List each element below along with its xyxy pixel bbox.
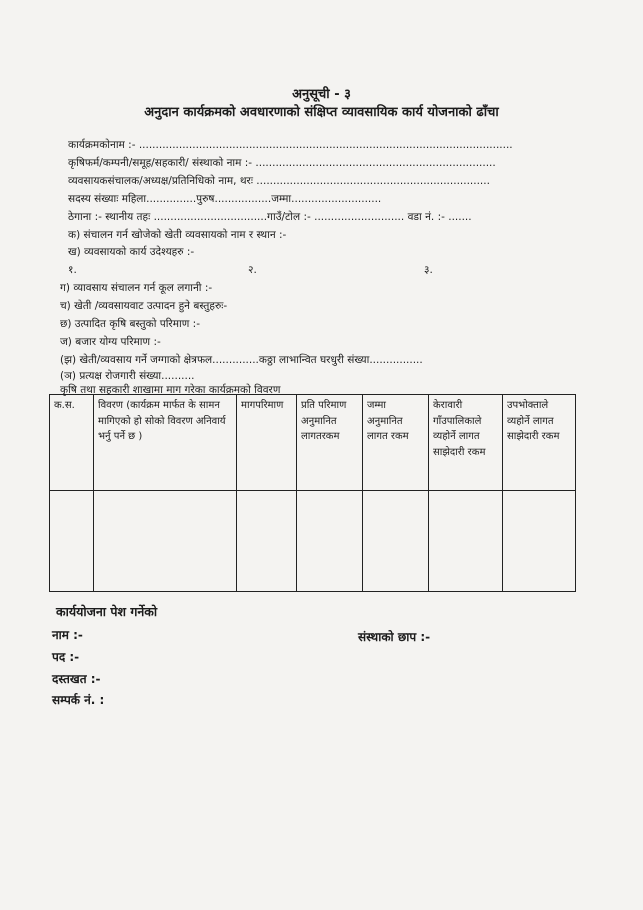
program-details-table — [49, 394, 576, 592]
col-quantity: मागपरिमाण — [237, 395, 297, 491]
contact-label: सम्पर्क नं. : — [52, 693, 105, 707]
objective-1: १. — [68, 264, 77, 276]
business-objectives-field: ख) व्यवसायको कार्य उदेश्यहरु :- — [68, 246, 195, 258]
table-header-row — [50, 395, 576, 491]
program-name-field: कार्यक्रमकोनाम :- ................................................................................................................ — [68, 139, 513, 151]
signature-label: दस्तखत :- — [52, 672, 101, 686]
form-title: अनुदान कार्यक्रमको अवधारणाको संक्षिप्त व्यावसायिक कार्य योजनाको ढाँचा — [144, 105, 499, 120]
table-cell — [363, 491, 429, 592]
farm-name-field: कृषिफर्म/कम्पनी/समूह/सहकारी/ संस्थाको नाम :- ........................................................................ — [68, 157, 496, 169]
table-cell — [429, 491, 503, 592]
table-cell — [237, 491, 297, 592]
land-area-field: (झ) खेती/व्यवसाय गर्ने जग्गाको क्षेत्रफल..............कठ्ठा लाभान्वित घरधुरी संख्या................ — [60, 354, 423, 366]
product-quantity-field: छ) उत्पादित कृषि बस्तुको परिमाण :- — [60, 318, 200, 330]
total-investment-field: ग) व्यावसाय संचालन गर्न कूल लगानी :- — [60, 282, 213, 294]
table-cell — [503, 491, 576, 592]
objective-3: ३. — [424, 264, 433, 276]
col-municipality-share: केरावारी गाँउपालिकाले व्यहोर्ने लागत साझेदारी रकम — [429, 395, 503, 491]
table-cell — [94, 491, 237, 592]
schedule-title: अनुसूची - ३ — [292, 87, 351, 102]
submitter-heading: कार्ययोजना पेश गर्नेको — [56, 604, 158, 619]
direct-employment-field: (ञ) प्रत्यक्ष रोजगारी संख्या.......... — [60, 370, 195, 382]
table-caption: कृषि तथा सहकारी शाखामा माग गरेका कार्यक्रमको विवरण — [60, 384, 281, 396]
post-label: पद :- — [52, 650, 80, 664]
member-count-field: सदस्य संख्याः महिला...............पुरुष.................जम्मा........................... — [68, 193, 382, 205]
objective-2: २. — [248, 264, 257, 276]
table-cell — [297, 491, 363, 592]
products-field: च) खेती /व्यवसायवाट उत्पादन हुने बस्तुहरुः- — [60, 300, 228, 312]
marketable-quantity-field: ज) बजार योग्य परिमाण :- — [60, 336, 161, 348]
address-field: ठेगाना :- स्थानीय तहः ..................................गाउँ/टोल :- ........................... वडा नं. :- ....... — [68, 211, 472, 223]
operator-name-field: व्यवसायकसंचालक/अध्यक्ष/प्रतिनिधिको नाम, थरः ...................................................................... — [68, 175, 490, 187]
col-consumer-share: उपभोक्ताले व्यहोर्ने लागत साझेदारी रकम — [503, 395, 576, 491]
col-unit-cost: प्रति परिमाण अनुमानित लागतरकम — [297, 395, 363, 491]
table-row — [50, 491, 576, 592]
col-serial: क.स. — [50, 395, 94, 491]
stamp-label: संस्थाको छाप :- — [358, 630, 431, 644]
name-label: नाम :- — [52, 628, 83, 642]
col-description: विवरण (कार्यक्रम मार्फत के सामन मागिएको हो सोको विवरण अनिवार्य भर्नु पर्ने छ ) — [94, 395, 237, 491]
business-name-location-field: क) संचालन गर्न खोजेको खेती व्यवसायको नाम र स्थान :- — [68, 229, 287, 241]
table-cell — [50, 491, 94, 592]
col-total-cost: जम्मा अनुमानित लागत रकम — [363, 395, 429, 491]
